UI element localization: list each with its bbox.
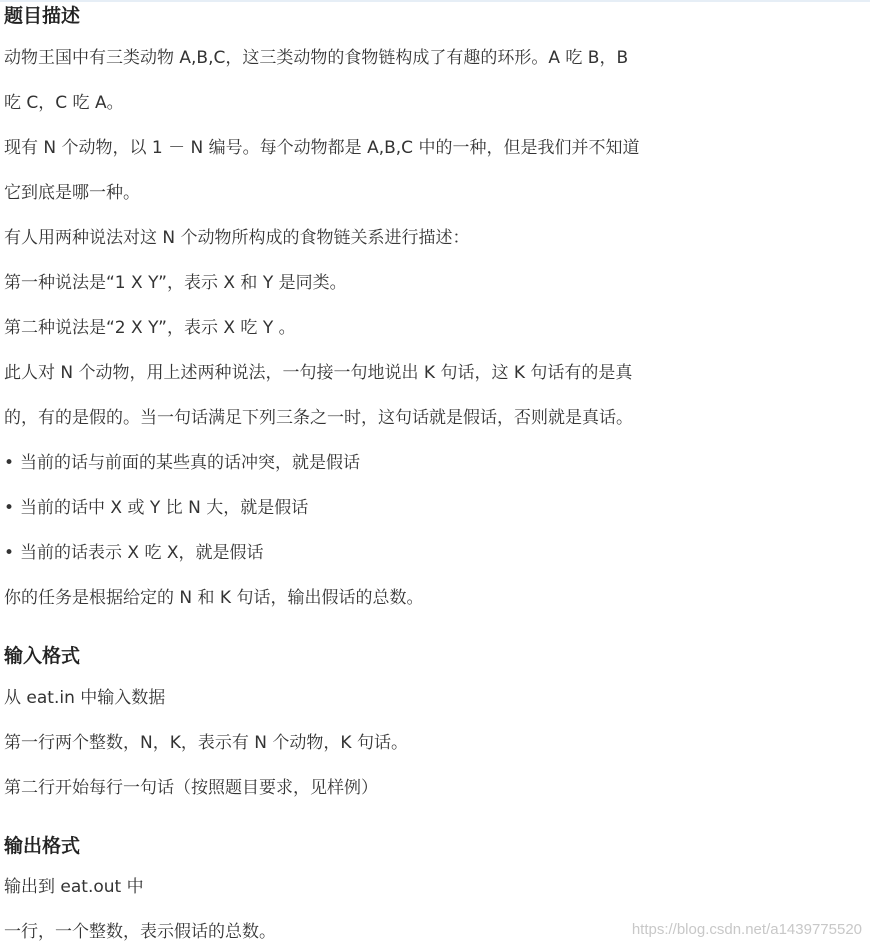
input-heading: 输入格式 (4, 645, 81, 667)
input-line: 第一行两个整数，N，K，表示有 N 个动物，K 句话。 (4, 733, 408, 753)
description-line: 吃 C，C 吃 A。 (4, 93, 124, 113)
rule-list-item (4, 496, 308, 520)
description-line: 它到底是哪一种。 (4, 183, 140, 203)
output-heading: 输出格式 (4, 835, 81, 857)
rule-text: 当前的话表示 X 吃 X，就是假话 (20, 543, 264, 563)
task-statement: 你的任务是根据给定的 N 和 K 句话，输出假话的总数。 (4, 588, 424, 608)
description-line: 的，有的是假的。当一句话满足下列三条之一时，这句话就是假话，否则就是真话。 (4, 408, 633, 428)
rule-text: 当前的话中 X 或 Y 比 N 大，就是假话 (20, 498, 309, 518)
bullet-icon: • (4, 498, 15, 518)
bullet-icon: • (4, 453, 15, 473)
description-heading: 题目描述 (4, 5, 81, 27)
description-line: 第二种说法是“2 X Y”，表示 X 吃 Y 。 (4, 318, 296, 338)
output-line: 一行，一个整数，表示假话的总数。 (4, 922, 276, 942)
input-line: 第二行开始每行一句话（按照题目要求，见样例） (4, 778, 378, 798)
description-line: 现有 N 个动物，以 1 － N 编号。每个动物都是 A,B,C 中的一种，但是我们并不知道 (4, 138, 640, 158)
description-line: 此人对 N 个动物，用上述两种说法，一句接一句地说出 K 句话，这 K 句话有的是真 (4, 363, 633, 383)
watermark-text: https://blog.csdn.net/a1439775520 (631, 921, 862, 938)
rule-text: 当前的话与前面的某些真的话冲突，就是假话 (20, 453, 361, 473)
output-line: 输出到 eat.out 中 (4, 877, 144, 897)
description-line: 第一种说法是“1 X Y”，表示 X 和 Y 是同类。 (4, 273, 347, 293)
description-line: 有人用两种说法对这 N 个动物所构成的食物链关系进行描述： (4, 228, 470, 248)
rule-list-item (4, 541, 264, 565)
input-line: 从 eat.in 中输入数据 (4, 688, 166, 708)
rule-list-item (4, 451, 360, 475)
description-line: 动物王国中有三类动物 A,B,C，这三类动物的食物链构成了有趣的环形。A 吃 B，B (4, 48, 629, 68)
bullet-icon: • (4, 543, 15, 563)
